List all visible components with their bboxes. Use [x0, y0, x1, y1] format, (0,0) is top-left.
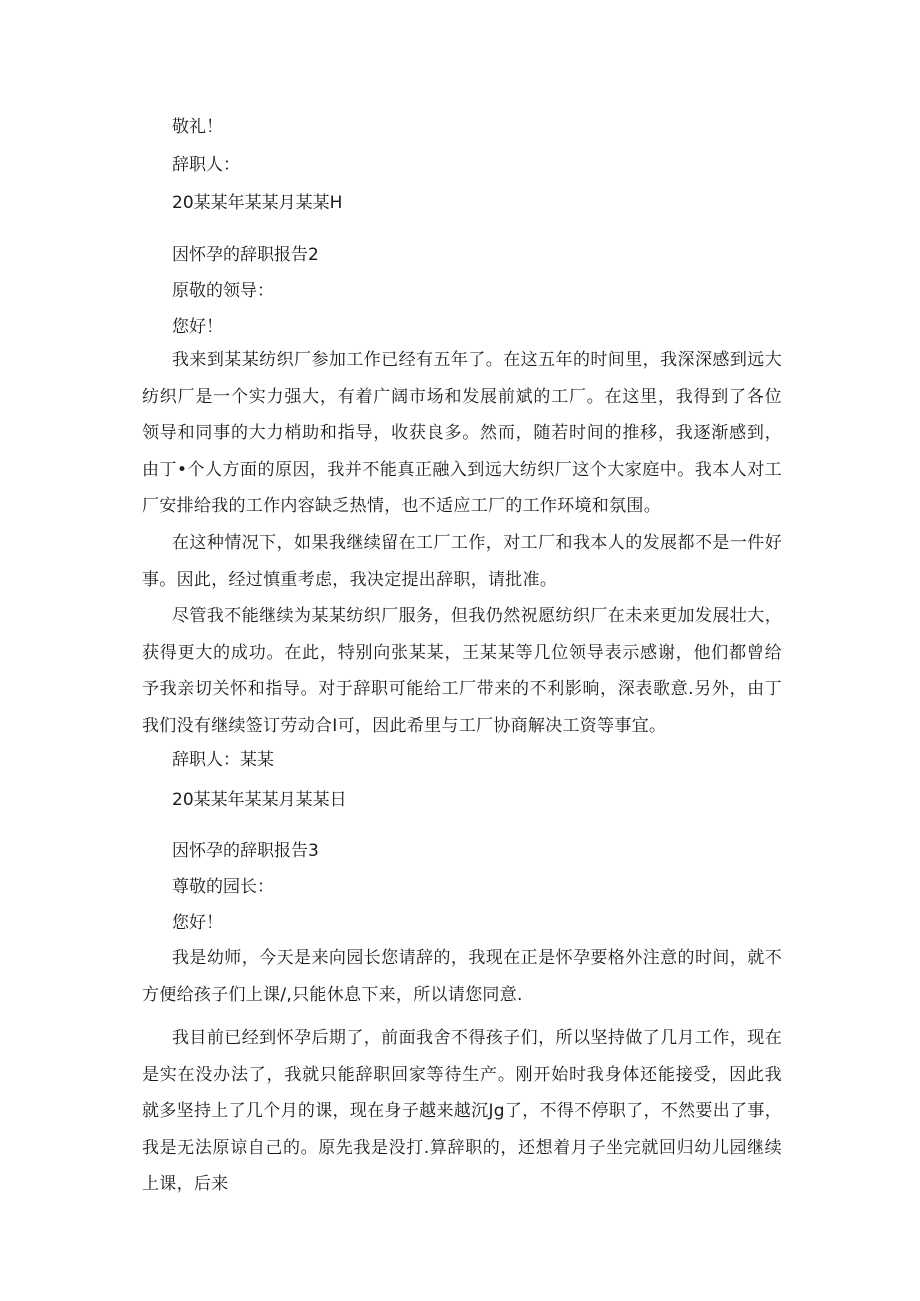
salutation-2: 原敬的领导：	[172, 281, 274, 301]
greeting-2: 您好！	[172, 317, 223, 337]
signer-line-2: 辞职人：某某	[172, 750, 274, 770]
body-paragraph-3-2: 我目前已经到怀孕后期了，前面我舍不得孩子们，所以坚持做了几月工作，现在是实在没办法了，我就只能辞职回家等待生产。刚开始时我身体还能接受，因此我就多坚持上了几个月的课，现在身子越来越沉Jg了，不得不停职了，不然要出了事，我是无法原谅自己的。原先我是没打.算辞职的，还想着月子坐完就回归幼儿园继续上课，后来	[142, 1028, 782, 1194]
report-title-3: 因怀孕的辞职报告3	[172, 841, 319, 861]
greeting-3: 您好！	[172, 913, 223, 933]
signer-line: 辞职人：	[172, 155, 240, 175]
date-line: 20某某年某某月某某H	[172, 193, 343, 213]
body-paragraph-2-3: 尽管我不能继续为某某纺织厂服务，但我仍然祝愿纺织厂在未来更加发展壮大，获得更大的成功。在此，特别向张某某，王某某等几位领导表示感谢，他们都曾给予我亲切关怀和指导。对于辞职可能给工厂带来的不利影晌，深表歌意.另外，由丁我们没有继续签订劳动合I可，因此希里与工厂协商解决工资等事宜。	[142, 606, 782, 736]
report-title-2: 因怀孕的辞职报告2	[172, 245, 319, 265]
body-paragraph-2-1: 我来到某某纺织厂参加工作已经有五年了。在这五年的时间里，我深深感到远大纺织厂是一个实力强大，有着广阔市场和发展前斌的工厂。在这里，我得到了各位领导和同事的大力梢助和指导，收获良多。然而，随若时间的推移，我逐渐感到，由丁•个人方面的原因，我并不能真正融入到远大纺织厂这个大家庭中。我本人对工厂安排给我的工作内容缺乏热情，也不适应工厂的工作环境和氛围。	[142, 350, 782, 516]
salutation-3: 尊敬的园长：	[172, 877, 274, 897]
body-paragraph-3-1: 我是幼师，今天是来向园长您请辞的，我现在正是怀孕要格外注意的时间，就不方便给孩子们上课/,只能休息下来，所以请您同意.	[142, 948, 782, 1005]
closing-salute: 敬礼！	[172, 117, 223, 137]
body-paragraph-2-2: 在这种情况下，如果我继续留在工厂工作，对工厂和我本人的发展都不是一件好事。因此，经过慎重考虑，我决定提出辞职，请批准。	[142, 533, 782, 590]
date-line-2: 20某某年某某月某某日	[172, 790, 347, 810]
